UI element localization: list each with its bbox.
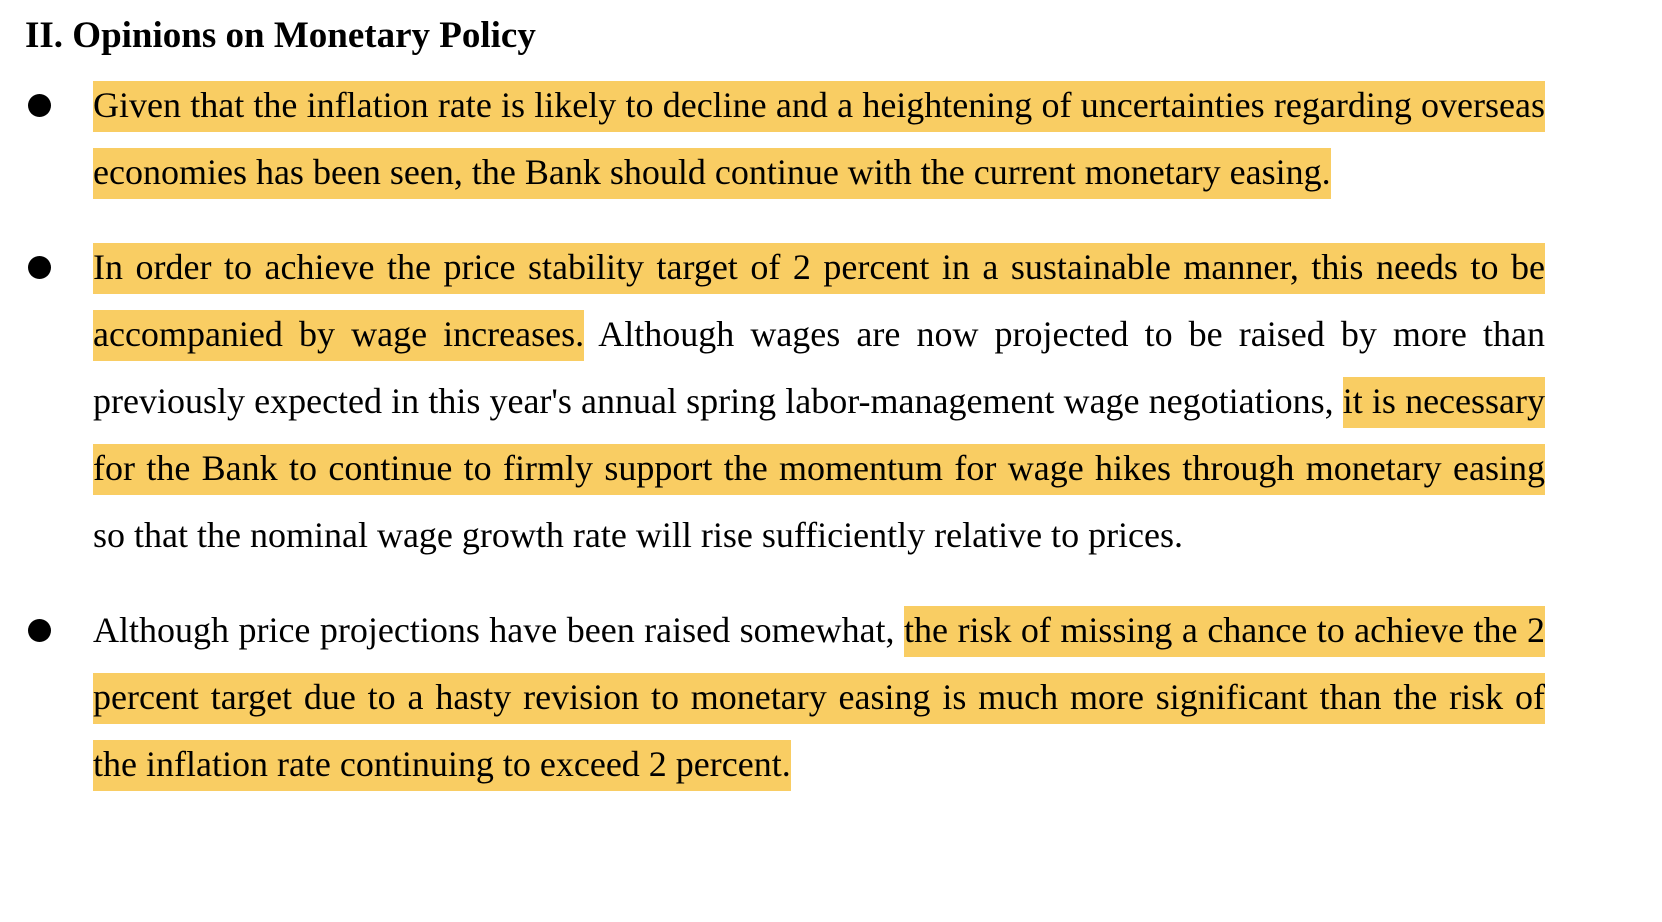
plain-text: Although price projections have been raised somewhat,: [93, 610, 905, 650]
highlighted-text: it is necessary for the Bank to continue to firmly support the momentum for wage hikes through monetary easing: [93, 377, 1545, 495]
highlighted-text: the risk of missing a chance to achieve the 2 percent target due to a hasty revision to monetary easing is much more significant than the risk of the inflation rate continuing to exceed 2 percent.: [93, 606, 1545, 791]
bullet-paragraph: [93, 72, 1545, 206]
bullet-icon: [28, 256, 51, 279]
list-item: [25, 597, 1545, 798]
bullet-paragraph: [93, 597, 1545, 798]
bullet-icon: [28, 94, 51, 117]
bullet-paragraph: [93, 234, 1545, 569]
list-item: [25, 234, 1545, 569]
section-heading: II. Opinions on Monetary Policy: [25, 15, 536, 56]
highlighted-text: Given that the inflation rate is likely to decline and a heightening of uncertainties regarding overseas economies has been seen, the Bank should continue with the current monetary easing.: [93, 81, 1545, 199]
opinions-list: [25, 72, 1662, 798]
bullet-icon: [28, 619, 51, 642]
list-item: [25, 72, 1545, 206]
highlighted-text: In order to achieve the price stability target of 2 percent in a sustainable manner, this needs to be accompanied by wage increases.: [93, 243, 1545, 361]
plain-text: Although wages are now projected to be raised by more than previously expected in this year's annual spring labor-management wage negotiations,: [93, 314, 1545, 421]
plain-text: so that the nominal wage growth rate will rise sufficiently relative to prices.: [93, 515, 1184, 555]
